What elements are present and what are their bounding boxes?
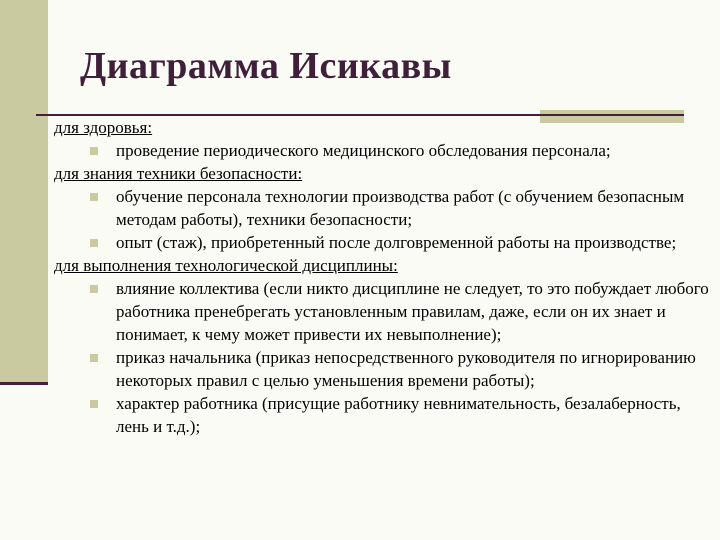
- left-accent-bar: [0, 0, 48, 383]
- list-item: [54, 277, 714, 346]
- square-bullet-icon: [90, 400, 98, 408]
- square-bullet-icon: [90, 285, 98, 293]
- list-item-text: влияние коллектива (если никто дисциплине не следует, то это побуждает любого работника пренебрегать установленным правилам, даже, если он их знает и понимает, к чему может привести их невыполнение);: [116, 279, 709, 344]
- section-heading-safety: для знания техники безопасности:: [54, 164, 303, 183]
- list-item: [54, 392, 714, 438]
- list-item-text: приказ начальника (приказ непосредственного руководителя по игнорированию некоторых правил с целью уменьшения времени работы);: [116, 348, 696, 390]
- slide-body: [54, 116, 714, 438]
- square-bullet-icon: [90, 239, 98, 247]
- list-item-text: проведение периодического медицинского обследования персонала;: [116, 141, 611, 160]
- list-item: [54, 185, 714, 231]
- square-bullet-icon: [90, 147, 98, 155]
- list-item-text: обучение персонала технологии производства работ (с обучением безопасным методам работы), техники безопасности;: [116, 187, 685, 229]
- section-heading-health: для здоровья:: [54, 118, 153, 137]
- square-bullet-icon: [90, 354, 98, 362]
- list-item: [54, 346, 714, 392]
- list-item: [54, 139, 714, 162]
- list-item-text: опыт (стаж), приобретенный после долговременной работы на производстве;: [116, 233, 677, 252]
- slide-title: Диаграмма Исикавы: [80, 45, 452, 87]
- list-item-text: характер работника (присущие работнику невнимательность, безалаберность, лень и т.д.);: [116, 394, 681, 436]
- left-accent-underline: [0, 382, 48, 385]
- square-bullet-icon: [90, 193, 98, 201]
- list-item: [54, 231, 714, 254]
- section-heading-discipline: для выполнения технологической дисциплины:: [54, 256, 398, 275]
